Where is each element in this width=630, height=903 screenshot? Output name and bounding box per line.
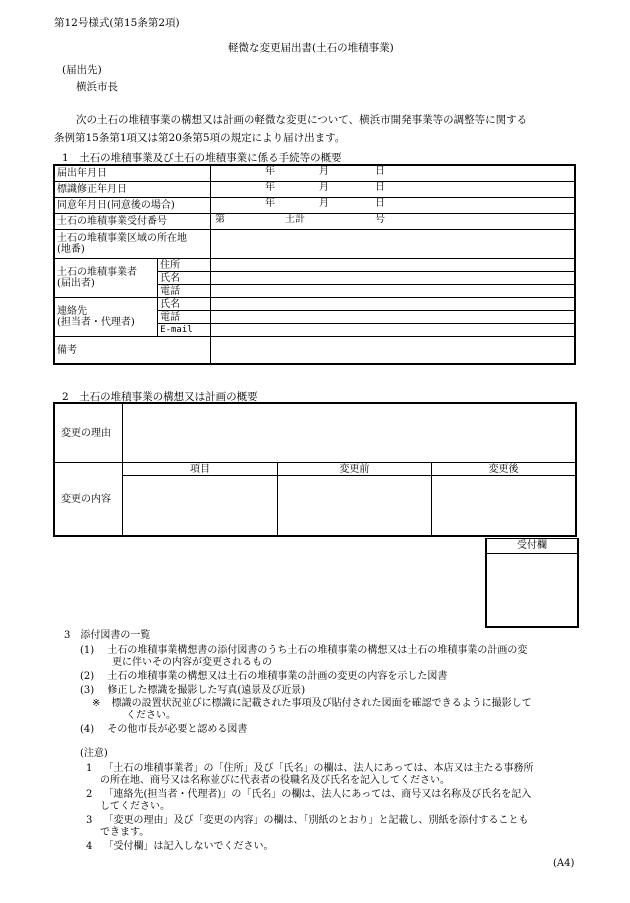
- operator-phone-field[interactable]: [211, 285, 575, 298]
- operator-address-label: 住所: [158, 259, 211, 272]
- operator-name-label: 氏名: [158, 272, 211, 285]
- year-unit: 年: [265, 166, 276, 177]
- table-row: [54, 198, 575, 214]
- document-title: 軽微な変更届出書(土石の堆積事業): [228, 42, 394, 54]
- note-number: 4: [86, 841, 93, 852]
- item-text: 土石の堆積事業構想書の添付図書のうち土石の堆積事業の構想又は土石の堆積事業の計画の変: [107, 645, 528, 656]
- receipt-box: [485, 538, 579, 628]
- contact-name-label: 氏名: [158, 298, 211, 311]
- table-row: [54, 476, 576, 537]
- attachment-item-4: [80, 724, 247, 736]
- recipient-name: 横浜市長: [76, 81, 118, 93]
- table-row: [54, 463, 576, 476]
- item-number: (3): [80, 685, 95, 696]
- contact-phone-label: 電話: [158, 311, 211, 324]
- location-label-line-2: (地番): [57, 244, 85, 255]
- table-row: [54, 298, 575, 311]
- form-number: 第12号様式(第15条第2項): [54, 17, 180, 29]
- note-text: 「変更の理由」及び「変更の内容」の欄は、「別紙のとおり」と記載し、別紙を添付することも: [103, 815, 529, 826]
- acceptance-suffix: 号: [375, 214, 386, 225]
- contact-label-line-2: (担当者・代理者): [57, 317, 135, 328]
- acceptance-number-field[interactable]: [211, 214, 575, 230]
- attachment-item-2: [80, 671, 447, 683]
- change-reason-label: 変更の理由: [54, 403, 123, 463]
- column-item-header: 項目: [123, 463, 277, 476]
- contact-email-field[interactable]: [211, 324, 575, 337]
- attachment-note: [92, 698, 532, 710]
- column-after-header: 変更後: [432, 463, 576, 476]
- item-text: その他市長が必要と認める図書: [107, 724, 248, 735]
- overview-table: [53, 164, 576, 365]
- note-item-4: [86, 841, 274, 853]
- contact-name-field[interactable]: [211, 298, 575, 311]
- table-row: [54, 182, 575, 198]
- contact-label: [54, 298, 158, 337]
- operator-address-field[interactable]: [211, 259, 575, 272]
- attachment-item-3: [80, 685, 305, 697]
- acceptance-number-label: 土石の堆積事業受付番号: [54, 214, 211, 230]
- submission-date-field[interactable]: [211, 165, 575, 182]
- table-row: [54, 259, 575, 272]
- note-text: 「土石の堆積事業者」の「住所」及び「氏名」の欄は、法人にあっては、本店又は主たる事務所: [103, 763, 534, 774]
- table-row: [54, 403, 576, 463]
- change-content-label: 変更の内容: [54, 463, 123, 537]
- paper-size: (A4): [553, 858, 575, 869]
- location-label: [54, 230, 211, 259]
- revision-date-label: 標識修正年月日: [54, 182, 211, 198]
- submission-date-label: 届出年月日: [54, 165, 211, 182]
- table-row: [54, 214, 575, 230]
- item-number: (2): [80, 671, 95, 682]
- note-number: 1: [86, 763, 93, 774]
- intro-line-2: 条例第15条第1項又は第20条第5項の規定により届け出ます。: [54, 132, 346, 144]
- column-before-header: 変更前: [277, 463, 431, 476]
- change-reason-field[interactable]: [123, 403, 576, 463]
- month-unit: 月: [319, 198, 330, 209]
- contact-email-label: E-mail: [158, 324, 211, 337]
- year-unit: 年: [265, 182, 276, 193]
- day-unit: 日: [375, 198, 386, 209]
- change-item-field[interactable]: [123, 476, 277, 537]
- acceptance-code: 土計: [285, 214, 306, 225]
- contact-phone-field[interactable]: [211, 311, 575, 324]
- item-number: (4): [80, 724, 95, 735]
- section-2-heading: 2 土石の堆積事業の構想又は計画の概要: [62, 391, 258, 403]
- remarks-label: 備考: [54, 337, 211, 365]
- operator-label-line-2: (届出者): [57, 278, 95, 289]
- note-number: 2: [86, 789, 93, 800]
- contact-label-line-1: 連絡先: [57, 306, 87, 317]
- table-row: [54, 230, 575, 259]
- intro-line-1: 次の土石の堆積事業の構想又は計画の軽微な変更について、横浜市開発事業等の調整等に関する: [76, 114, 528, 126]
- note-item-3-cont: できます。: [100, 827, 150, 838]
- table-row: [54, 337, 575, 365]
- operator-phone-label: 電話: [158, 285, 211, 298]
- location-label-line-1: 土石の堆積事業区域の所在地: [57, 233, 187, 244]
- consent-date-field[interactable]: [211, 198, 575, 214]
- item-number: (1): [80, 645, 95, 656]
- day-unit: 日: [375, 182, 386, 193]
- note-number: 3: [86, 815, 93, 826]
- note-item-1: [86, 763, 533, 775]
- item-text: 修正した標識を撮影した写真(遠景及び近景): [107, 685, 306, 696]
- note-item-2-cont: してください。: [100, 801, 170, 812]
- receipt-field: [487, 554, 577, 625]
- note-text: 「受付欄」は記入しないでください。: [103, 841, 274, 852]
- recipient-label: (届出先): [62, 64, 102, 76]
- note-item-1-cont: の所在地、商号又は名称並びに代表者の役職名及び氏名を記入してください。: [100, 775, 450, 786]
- section-1-heading: 1 土石の堆積事業及び土石の堆積事業に係る手続等の概要: [62, 152, 342, 164]
- operator-name-field[interactable]: [211, 272, 575, 285]
- section-3-heading: 3 添付図書の一覧: [64, 630, 151, 641]
- day-unit: 日: [375, 166, 386, 177]
- item-text: 土石の堆積事業の構想又は土石の堆積事業の計画の変更の内容を示した図書: [107, 671, 448, 682]
- item-text: 標識の設置状況並びに標識に記載された事項及び貼付された図面を確認できるように撮影して: [111, 698, 532, 709]
- attachment-note-cont: ください。: [126, 710, 176, 721]
- remarks-field[interactable]: [211, 337, 575, 365]
- change-after-field[interactable]: [432, 476, 576, 537]
- month-unit: 月: [319, 166, 330, 177]
- consent-date-label: 同意年月日(同意後の場合): [54, 198, 211, 214]
- revision-date-field[interactable]: [211, 182, 575, 198]
- note-item-2: [86, 789, 531, 801]
- notes-heading: (注意): [80, 748, 108, 759]
- note-item-3: [86, 815, 529, 827]
- table-row: [54, 165, 575, 182]
- receipt-label: 受付欄: [487, 539, 577, 554]
- item-number: ※: [92, 698, 101, 709]
- note-text: 「連絡先(担当者・代理者)」の「氏名」の欄は、法人にあっては、商号又は名称及び氏名を記入: [103, 789, 532, 800]
- year-unit: 年: [265, 198, 276, 209]
- attachment-item-1: [80, 645, 527, 657]
- operator-label: [54, 259, 158, 298]
- change-before-field[interactable]: [277, 476, 431, 537]
- change-outline-table: [53, 402, 577, 537]
- acceptance-prefix: 第: [215, 214, 226, 225]
- attachment-item-1-cont: 更に伴いその内容が変更されるもの: [112, 657, 272, 668]
- location-field[interactable]: [211, 230, 575, 259]
- operator-label-line-1: 土石の堆積事業者: [57, 267, 137, 278]
- month-unit: 月: [319, 182, 330, 193]
